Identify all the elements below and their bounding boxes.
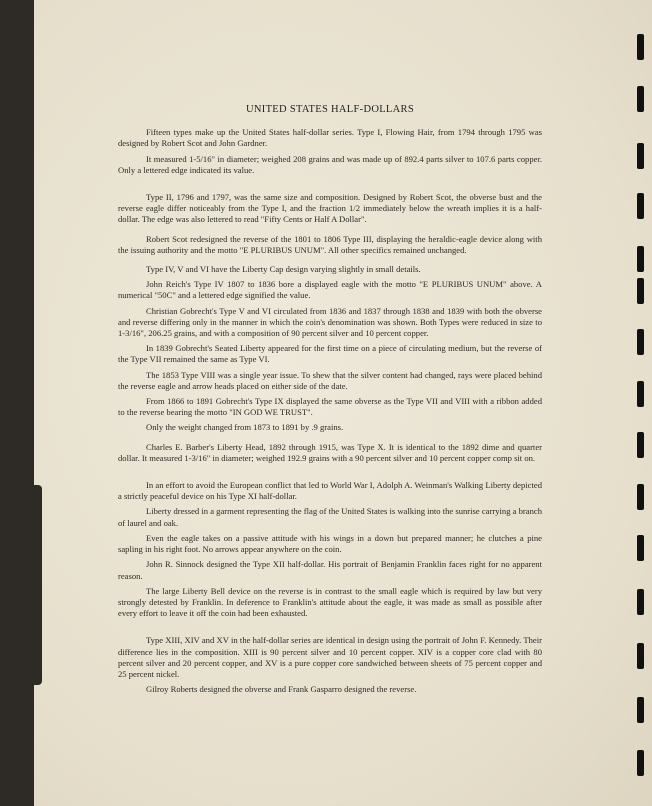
page-tab-notch	[34, 485, 42, 685]
binder-hole	[637, 381, 644, 407]
paragraph: Only the weight changed from 1873 to 1891 by .9 grains.	[146, 422, 344, 433]
binder-hole	[637, 750, 644, 776]
binder-hole	[637, 643, 644, 669]
binder-hole	[637, 484, 644, 510]
document-title: UNITED STATES HALF-DOLLARS	[246, 104, 414, 115]
binder-hole	[637, 432, 644, 458]
paragraph: In an effort to avoid the European conflict that led to World War I, Adolph A. Weinman's Walking Liberty depicted a strictly peaceful device on his Type XI half-dollar.	[118, 480, 542, 502]
paragraph: From 1866 to 1891 Gobrecht's Type IX displayed the same obverse as the Type VII and VIII with a ribbon added to the reverse bearing the motto "IN GOD WE TRUST".	[118, 396, 542, 418]
paragraph: Christian Gobrecht's Type V and VI circulated from 1836 and 1837 through 1838 and 1839 with both the obverse and reverse differing only in the manner in which the coin's denomination was shown. Both Types were reduced in size to 1-3/16", 206.25 grains, and with a composition of 90 percent silver and 10 percent copper.	[118, 305, 542, 339]
binder-hole	[637, 246, 644, 272]
paragraph: Gilroy Roberts designed the obverse and Frank Gasparro designed the reverse.	[146, 684, 417, 695]
binder-holes	[618, 0, 652, 806]
paragraph: Type II, 1796 and 1797, was the same size and composition. Designed by Robert Scot, the obverse bust and the reverse eagle differ noticeably from the Type I, and the fraction 1/2 immediately below the wreath implies it is a half-dollar. The edge was also lettered to read "Fifty Cents or Half A Dollar".	[118, 192, 542, 225]
paragraph: Even the eagle takes on a passive attitude with his wings in a down but prepared manner; he clutches a pine sapling in his right foot. No arrows appear anywhere on the coin.	[118, 532, 542, 555]
binder-hole	[637, 143, 644, 169]
paragraph: John Reich's Type IV 1807 to 1836 bore a displayed eagle with the motto "E PLURIBUS UNUM" above. A numerical "50C" and a lettered edge signified the value.	[118, 279, 542, 301]
binder-hole	[637, 329, 644, 355]
paragraph: Type XIII, XIV and XV in the half-dollar series are identical in design using the portrait of John F. Kennedy. Their difference lies in the composition. XIII is 90 percent silver and 10 percent copper. XIV is a copper core clad with 80 percent silver and 20 percent copper, and XV is a pure copper core sandwiched between sheets of 75 percent copper and 25 percent nickel.	[118, 635, 542, 679]
paragraph: The 1853 Type VIII was a single year issue. To shew that the silver content had changed, rays were placed behind the reverse eagle and arrow heads placed on either side of the date.	[118, 369, 542, 391]
paragraph: Type IV, V and VI have the Liberty Cap design varying slightly in small details.	[146, 264, 421, 275]
paragraph: The large Liberty Bell device on the reverse is in contrast to the small eagle which is required by law but very strongly detested by Franklin. In deference to Franklin's attitude about the eagle, it was made as small as possible after every effort to leave it off the coin had been exhausted.	[118, 585, 542, 619]
paragraph: It measured 1-5/16" in diameter; weighed 208 grains and was made up of 892.4 parts silver to 107.6 parts copper. Only a lettered edge indicated its value.	[118, 153, 542, 175]
paragraph: Charles E. Barber's Liberty Head, 1892 through 1915, was Type X. It is identical to the 1892 dime and quarter dollar. It measured 1-3/16" in diameter; weighed 192.9 grains with a 90 percent silver and 10 percent copper comp sit on.	[118, 441, 542, 463]
paragraph: Fifteen types make up the United States half-dollar series. Type I, Flowing Hair, from 1794 through 1795 was designed by Robert Scot and John Gardner.	[118, 127, 542, 149]
binder-hole	[637, 697, 644, 723]
binder-hole	[637, 86, 644, 112]
paragraph: Liberty dressed in a garment representing the flag of the United States is walking into the sunrise carrying a branch of laurel and oak.	[118, 506, 542, 528]
binder-hole	[637, 535, 644, 561]
binder-hole	[637, 193, 644, 219]
binder-hole	[637, 589, 644, 615]
paragraph: John R. Sinnock designed the Type XII half-dollar. His portrait of Benjamin Franklin faces right for no apparent reason.	[118, 559, 542, 581]
binder-hole	[637, 34, 644, 60]
paragraph: Robert Scot redesigned the reverse of the 1801 to 1806 Type III, displaying the heraldic-eagle device along with the issuing authority and the motto "E PLURIBUS UNUM". All other specifics remained unchanged.	[118, 233, 542, 255]
document-body	[118, 104, 542, 695]
paragraph: In 1839 Gobrecht's Seated Liberty appeared for the first time on a piece of circulating medium, but the reverse of the Type VII remained the same as Type VI.	[118, 343, 542, 365]
binder-hole	[637, 278, 644, 304]
